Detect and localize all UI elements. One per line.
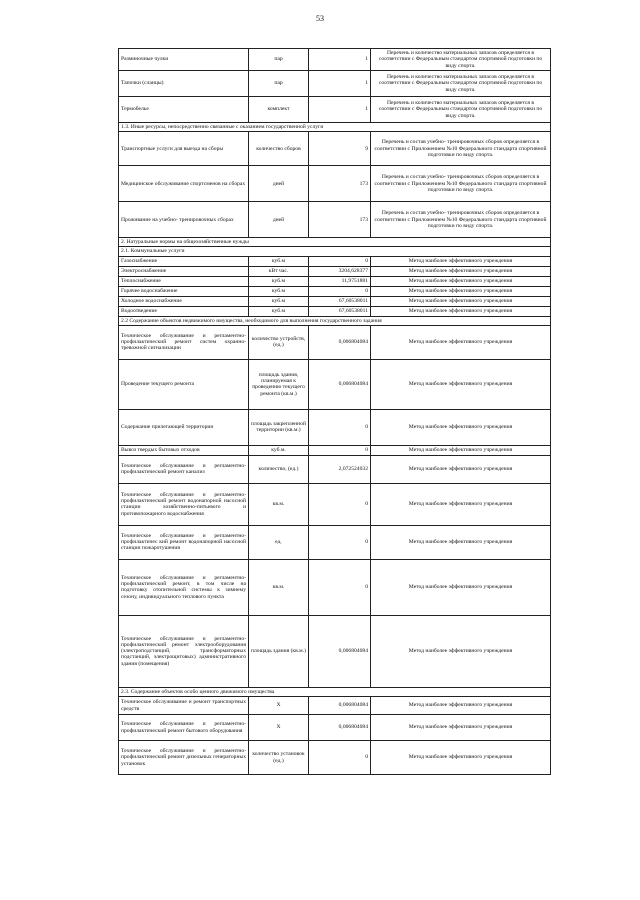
unit-cell: площадь здания, планируемая к проведению текущего ремонта (кв.м.) — [249, 359, 309, 409]
table-row — [119, 697, 551, 715]
method-cell: Перечень и состав учебно- тренировочных сборов определяется в соответствии с Приложением №10 Федерального стандарта спортивной подготовки по виду спорта. — [371, 166, 551, 202]
value-cell: 0 — [309, 445, 371, 455]
method-cell: Метод наиболее эффективного учреждения — [371, 741, 551, 775]
value-cell: 173 — [309, 202, 371, 238]
value-cell: 173 — [309, 166, 371, 202]
section-header-row — [119, 316, 551, 325]
table-row — [119, 256, 551, 266]
resource-name-cell: Проведение текущего ремонта — [119, 359, 249, 409]
value-cell: 9 — [309, 132, 371, 166]
method-cell: Метод наиболее эффективного учреждения — [371, 325, 551, 359]
unit-cell: пар — [249, 71, 309, 97]
value-cell: 0 — [309, 256, 371, 266]
method-cell: Метод наиболее эффективного учреждения — [371, 359, 551, 409]
table-row — [119, 306, 551, 316]
value-cell: 0,006804084 — [309, 697, 371, 715]
table-row — [119, 266, 551, 276]
method-cell: Метод наиболее эффективного учреждения — [371, 276, 551, 286]
table-row — [119, 715, 551, 741]
value-cell: 0,006804084 — [309, 359, 371, 409]
method-cell: Метод наиболее эффективного учреждения — [371, 306, 551, 316]
unit-cell: площадь закрепленной территории (кв.м.) — [249, 409, 309, 445]
unit-cell: Х — [249, 697, 309, 715]
section-title: 1.3. Иные ресурсы, непосредственно связанные с оказанием государственной услуги — [119, 123, 551, 132]
value-cell: 1 — [309, 49, 371, 71]
value-cell: 0,006804084 — [309, 615, 371, 687]
unit-cell: куб.м — [249, 276, 309, 286]
resource-name-cell: Термобелье — [119, 97, 249, 123]
value-cell: 0,006804084 — [309, 715, 371, 741]
unit-cell: дней — [249, 166, 309, 202]
resource-name-cell: Холодное водоснабжение — [119, 296, 249, 306]
table-row — [119, 49, 551, 71]
resource-name-cell: Техническое обслуживание и регламентно- профилактический ремонт систем охранно- тревожной сигнализации — [119, 325, 249, 359]
resource-name-cell: Транспортные услуги для выезда на сборы — [119, 132, 249, 166]
table-row — [119, 202, 551, 238]
table-row — [119, 525, 551, 559]
resource-name-cell: Горячее водоснабжение — [119, 286, 249, 296]
table-row — [119, 741, 551, 775]
table-row — [119, 445, 551, 455]
unit-cell: дней — [249, 202, 309, 238]
section-title: 2.3. Содержание объектов особо ценного движимого имущества — [119, 687, 551, 696]
resource-name-cell: Техническое обслуживание и регламентно- профилактический ремонт бытового оборудования — [119, 715, 249, 741]
method-cell: Перечень и количество материальных запасов определяется в соответствии с Федеральным стандартом спортивной подготовки по виду спорта. — [371, 97, 551, 123]
resource-name-cell: Проживание на учебно- тренировочных сборах — [119, 202, 249, 238]
table-row — [119, 166, 551, 202]
value-cell: 1 — [309, 97, 371, 123]
resource-name-cell: Техническое обслуживание и регламентно- профилактический ремонт канализ — [119, 455, 249, 483]
method-cell: Метод наиболее эффективного учреждения — [371, 483, 551, 525]
unit-cell: количество сборов — [249, 132, 309, 166]
resource-name-cell: Техническое обслуживание и регламентно- профилактический ремонт водонапорной насосной станции хозяйственно-питьевого и противопожарного водоснабжения — [119, 483, 249, 525]
method-cell: Метод наиболее эффективного учреждения — [371, 455, 551, 483]
resource-name-cell: Теплоснабжение — [119, 276, 249, 286]
method-cell: Метод наиболее эффективного учреждения — [371, 286, 551, 296]
method-cell: Метод наиболее эффективного учреждения — [371, 266, 551, 276]
section-header-row — [119, 123, 551, 132]
page-number: 53 — [316, 14, 324, 23]
table-row — [119, 455, 551, 483]
table-row — [119, 276, 551, 286]
unit-cell: куб.м — [249, 306, 309, 316]
method-cell: Метод наиболее эффективного учреждения — [371, 296, 551, 306]
unit-cell: пар — [249, 49, 309, 71]
table-row — [119, 559, 551, 615]
table-row — [119, 296, 551, 306]
value-cell: 0 — [309, 525, 371, 559]
unit-cell: куб.м — [249, 296, 309, 306]
method-cell: Метод наиболее эффективного учреждения — [371, 697, 551, 715]
value-cell: 0,006804084 — [309, 325, 371, 359]
value-cell: 0 — [309, 741, 371, 775]
section-title: 2.1. Коммунальные услуги — [119, 247, 551, 256]
value-cell: 67,60538011 — [309, 306, 371, 316]
method-cell: Метод наиболее эффективного учреждения — [371, 615, 551, 687]
table-row — [119, 71, 551, 97]
table-row — [119, 359, 551, 409]
value-cell: 0 — [309, 409, 371, 445]
section-header-row — [119, 238, 551, 247]
value-cell: 67,60538011 — [309, 296, 371, 306]
unit-cell: куб.м. — [249, 445, 309, 455]
unit-cell: кВт час. — [249, 266, 309, 276]
norms-table-body — [119, 49, 551, 775]
unit-cell: куб.м — [249, 286, 309, 296]
table-row — [119, 615, 551, 687]
unit-cell: Х — [249, 715, 309, 741]
table-row — [119, 97, 551, 123]
norms-table — [118, 48, 551, 775]
resource-name-cell: Вывоз твердых бытовых отходов — [119, 445, 249, 455]
resource-name-cell: Медицинское обслуживание спортсменов на сборах — [119, 166, 249, 202]
table-row — [119, 483, 551, 525]
unit-cell: ед. — [249, 525, 309, 559]
method-cell: Метод наиболее эффективного учреждения — [371, 525, 551, 559]
resource-name-cell: Водоотведение — [119, 306, 249, 316]
table-row — [119, 286, 551, 296]
section-title: 2. Натуральные нормы на общехозяйственные нужды — [119, 238, 551, 247]
value-cell: 11,9751881 — [309, 276, 371, 286]
unit-cell: количество установок (ед.) — [249, 741, 309, 775]
resource-name-cell: Техническое обслуживание и ремонт транспортных средств — [119, 697, 249, 715]
value-cell: 0 — [309, 559, 371, 615]
value-cell: 2,072524032 — [309, 455, 371, 483]
resource-name-cell: Техническое обслуживание и регламентно- профилактический ремонт электрооборудования (электроподстанций, трансформаторных подстанций, электрощитовых) административного здания (помещения) — [119, 615, 249, 687]
resource-name-cell: Разминочные чулки — [119, 49, 249, 71]
method-cell: Перечень и количество материальных запасов определяется в соответствии с Федеральным стандартом спортивной подготовки по виду спорта. — [371, 71, 551, 97]
method-cell: Перечень и состав учебно- тренировочных сборов определяется в соответствии с Приложением №10 Федерального стандарта спортивной подготовки по виду спорта. — [371, 132, 551, 166]
method-cell: Метод наиболее эффективного учреждения — [371, 445, 551, 455]
method-cell: Метод наиболее эффективного учреждения — [371, 559, 551, 615]
method-cell: Метод наиболее эффективного учреждения — [371, 409, 551, 445]
table-row — [119, 409, 551, 445]
resource-name-cell: Электроснабжение — [119, 266, 249, 276]
method-cell: Перечень и количество материальных запасов определяется в соответствии с Федеральным стандартом спортивной подготовки по виду спорта. — [371, 49, 551, 71]
table-row — [119, 132, 551, 166]
resource-name-cell: Техническое обслуживание и регламентно- профилактический ремонт дизельных генераторных установок — [119, 741, 249, 775]
value-cell: 0 — [309, 286, 371, 296]
resource-name-cell: Содержание прилегающей территории — [119, 409, 249, 445]
table-row — [119, 325, 551, 359]
method-cell: Метод наиболее эффективного учреждения — [371, 715, 551, 741]
unit-cell: куб.м — [249, 256, 309, 266]
value-cell: 0 — [309, 483, 371, 525]
resource-name-cell: Техническое обслуживание и регламентно- профилактичес кий ремонт водонапорной насосной станции пожаротушения — [119, 525, 249, 559]
value-cell: 1 — [309, 71, 371, 97]
unit-cell: кв.м. — [249, 559, 309, 615]
unit-cell: площадь здания (кв.м.) — [249, 615, 309, 687]
resource-name-cell: Техническое обслуживание и регламентно- профилактический ремонт, в том числе на подготовку отопительной системы к зимнему сезону, индивидуального теплового пункта — [119, 559, 249, 615]
unit-cell: количество устройств, (ед.) — [249, 325, 309, 359]
section-header-row — [119, 687, 551, 696]
unit-cell: кв.м. — [249, 483, 309, 525]
unit-cell: количество, (ед.) — [249, 455, 309, 483]
method-cell: Перечень и состав учебно- тренировочных сборов определяется в соответствии с Приложением №10 Федерального стандарта спортивной подготовки по виду спорта. — [371, 202, 551, 238]
section-title: 2.2 Содержание объектов недвижимого имущества, необходимого для выполнения государственного задания — [119, 316, 551, 325]
resource-name-cell: Тапочки (сланцы) — [119, 71, 249, 97]
section-header-row — [119, 247, 551, 256]
unit-cell: комплект — [249, 97, 309, 123]
resource-name-cell: Газоснабжение — [119, 256, 249, 266]
method-cell: Метод наиболее эффективного учреждения — [371, 256, 551, 266]
value-cell: 3204,628377 — [309, 266, 371, 276]
